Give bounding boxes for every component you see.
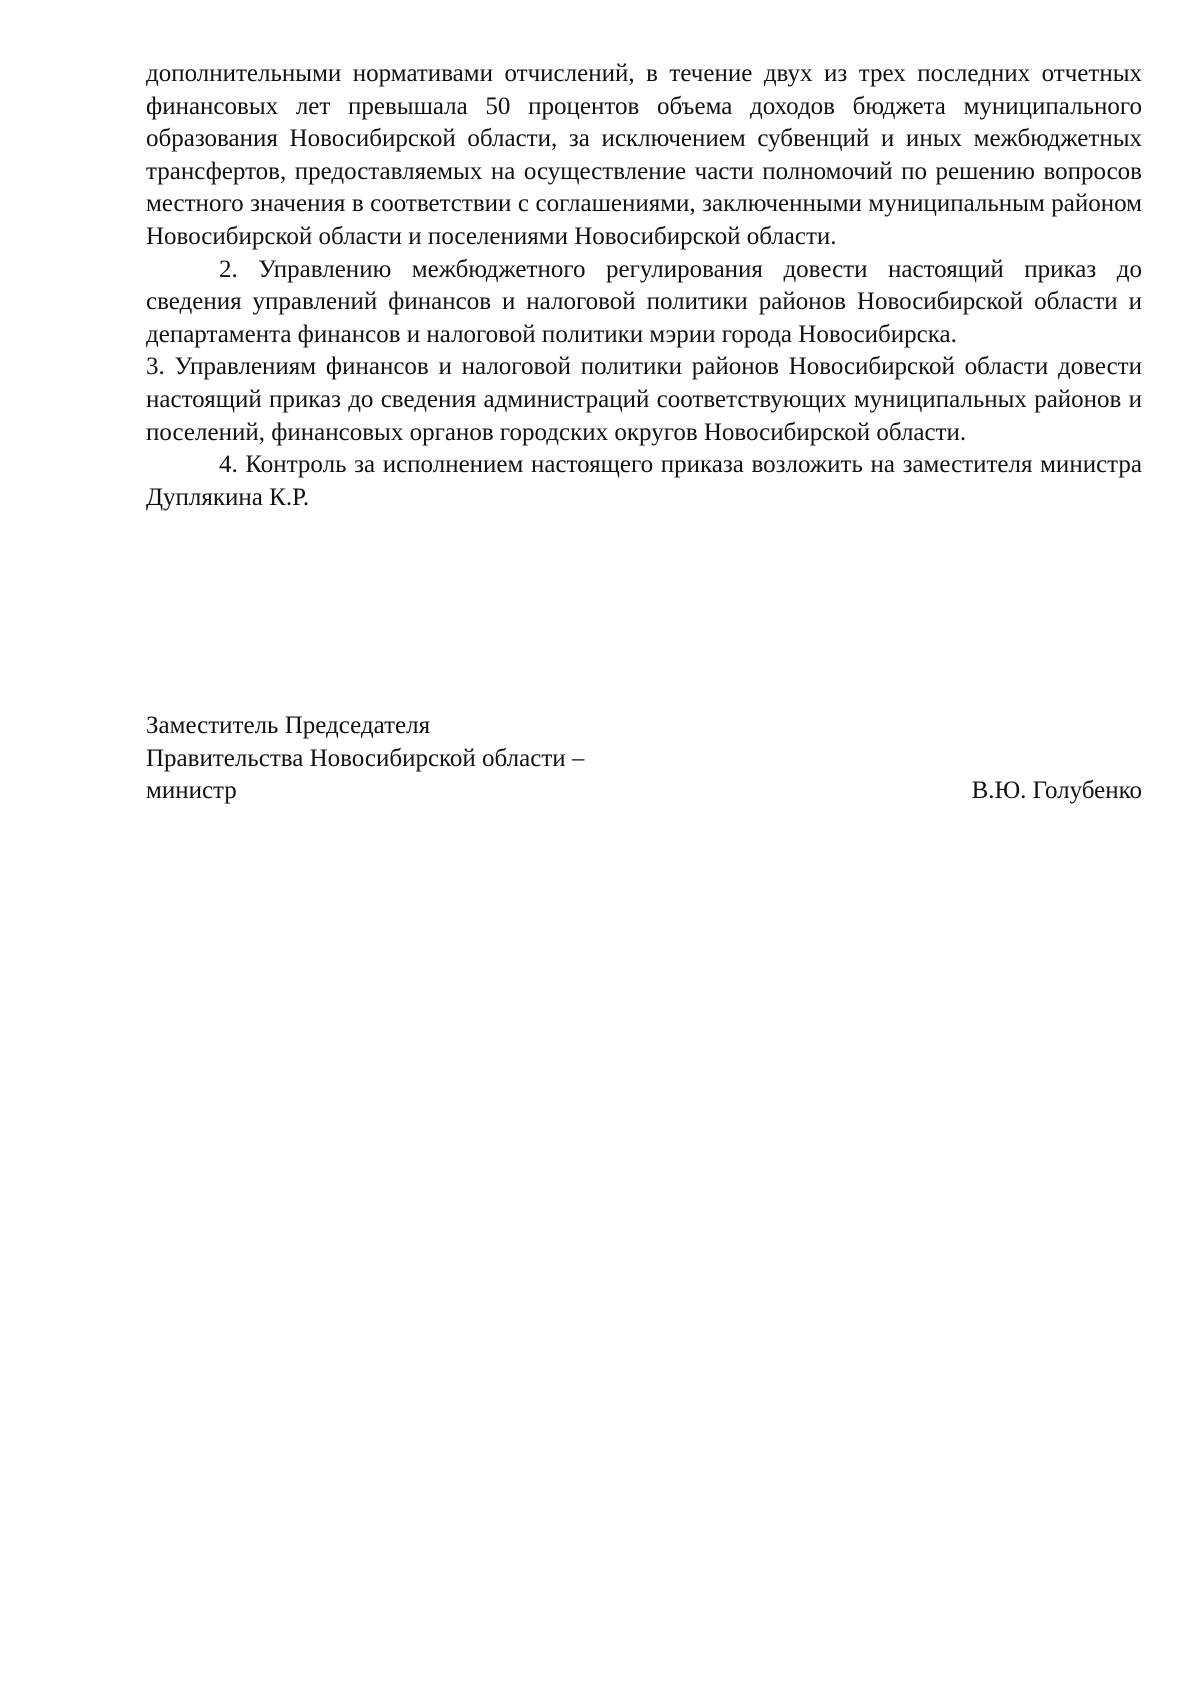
paragraph-item-4: 4. Контроль за исполнением настоящего приказа возложить на заместителя министра Дуплякина К.Р.: [146, 451, 1142, 511]
signatory-position-line-1: Заместитель Председателя: [146, 712, 431, 739]
signatory-position-line-3: министр: [146, 777, 237, 805]
signature-row: [146, 775, 1142, 808]
paragraph-continuation: дополнительными нормативами отчислений, в течение двух из трех последних отчетных финансовых лет превышала 50 процентов объема доходов бюджета муниципального образования Новосибирской области, за исключением субвенций и иных межбюджетных трансфертов, предоставляемых на осуществление части полномочий по решению вопросов местного значения в соответствии с соглашениями, заключенными муниципальным районом Новосибирской области и поселениями Новосибирской области.: [146, 60, 1142, 250]
document-body: [146, 58, 1142, 514]
paragraph-item-3: 3. Управлениям финансов и налоговой политики районов Новосибирской области довести настоящий приказ до сведения администраций соответствующих муниципальных районов и поселений, финансовых органов городских округов Новосибирской области.: [146, 353, 1142, 446]
signatory-name: В.Ю. Голубенко: [971, 777, 1142, 805]
signature-block: [146, 710, 1142, 808]
paragraph-item-2: 2. Управлению межбюджетного регулирования довести настоящий приказ до сведения управлений финансов и налоговой политики районов Новосибирской области и департамента финансов и налоговой политики мэрии города Новосибирска.: [146, 255, 1142, 348]
signatory-position-line-2: Правительства Новосибирской области –: [146, 744, 585, 772]
